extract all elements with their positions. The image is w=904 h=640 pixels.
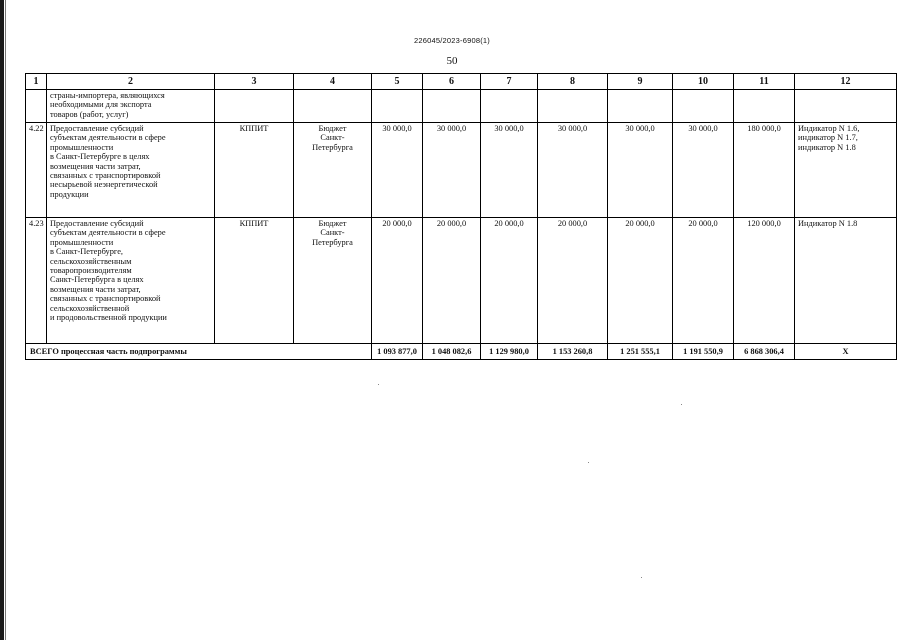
continuation-description: страны-импортера, являющихся необходимыми для экспорта товаров (работ, услуг) — [47, 90, 215, 123]
table-row — [26, 123, 897, 218]
header-cell: 10 — [673, 74, 734, 90]
row-total: 180 000,0 — [734, 123, 795, 218]
header-cell: 2 — [47, 74, 215, 90]
row-number: 4.22 — [26, 123, 47, 218]
total-indicator: X — [795, 344, 897, 360]
row-funding-source: Бюджет Санкт- Петербурга — [294, 123, 372, 218]
row-value: 30 000,0 — [423, 123, 481, 218]
header-cell: 8 — [538, 74, 608, 90]
row-executor: КППИТ — [215, 218, 294, 344]
row-indicator: Индикатор N 1.8 — [795, 218, 897, 344]
total-value: 1 129 980,0 — [481, 344, 538, 360]
scan-speck — [681, 404, 682, 405]
header-cell: 5 — [372, 74, 423, 90]
row-value: 30 000,0 — [608, 123, 673, 218]
total-label: ВСЕГО процессная часть подпрограммы — [26, 344, 372, 360]
row-value: 30 000,0 — [481, 123, 538, 218]
header-cell: 11 — [734, 74, 795, 90]
table-row — [26, 218, 897, 344]
header-cell: 3 — [215, 74, 294, 90]
row-description: Предоставление субсидий субъектам деятельности в сфере промышленности в Санкт-Петербурге, сельскохозяйственным товаропроизводителям Санкт-Петербурга в целях возмещения части затрат, связанных с транспортировкой сельскохозяйственной и продовольственной продукции — [47, 218, 215, 344]
row-value: 30 000,0 — [673, 123, 734, 218]
header-cell: 1 — [26, 74, 47, 90]
row-value: 20 000,0 — [538, 218, 608, 344]
header-row — [26, 74, 897, 90]
header-cell: 6 — [423, 74, 481, 90]
header-cell: 9 — [608, 74, 673, 90]
document-id: 226045/2023-6908(1) — [414, 36, 490, 45]
total-value: 1 191 550,9 — [673, 344, 734, 360]
row-number: 4.23 — [26, 218, 47, 344]
total-value: 1 093 877,0 — [372, 344, 423, 360]
budget-table — [25, 73, 897, 360]
scan-speck — [378, 384, 379, 385]
scan-left-edge — [0, 0, 4, 640]
row-indicator: Индикатор N 1.6, индикатор N 1.7, индикатор N 1.8 — [795, 123, 897, 218]
total-value: 1 251 555,1 — [608, 344, 673, 360]
page-number: 50 — [446, 55, 458, 67]
row-funding-source: Бюджет Санкт- Петербурга — [294, 218, 372, 344]
row-description: Предоставление субсидий субъектам деятельности в сфере промышленности в Санкт-Петербурге в целях возмещения части затрат, связанных с транспортировкой несырьевой неэнергетической продукции — [47, 123, 215, 218]
row-value: 30 000,0 — [372, 123, 423, 218]
row-value: 20 000,0 — [481, 218, 538, 344]
continuation-row — [26, 90, 897, 123]
total-grand-value: 6 868 306,4 — [734, 344, 795, 360]
row-value: 20 000,0 — [673, 218, 734, 344]
header-cell: 12 — [795, 74, 897, 90]
row-value: 20 000,0 — [372, 218, 423, 344]
total-value: 1 048 082,6 — [423, 344, 481, 360]
header-cell: 7 — [481, 74, 538, 90]
row-executor: КППИТ — [215, 123, 294, 218]
row-value: 20 000,0 — [423, 218, 481, 344]
header-cell: 4 — [294, 74, 372, 90]
scan-speck — [588, 462, 589, 463]
scan-speck — [641, 577, 642, 578]
row-value: 20 000,0 — [608, 218, 673, 344]
total-value: 1 153 260,8 — [538, 344, 608, 360]
scan-left-edge-line — [5, 0, 6, 640]
total-row — [26, 344, 897, 360]
row-total: 120 000,0 — [734, 218, 795, 344]
row-value: 30 000,0 — [538, 123, 608, 218]
